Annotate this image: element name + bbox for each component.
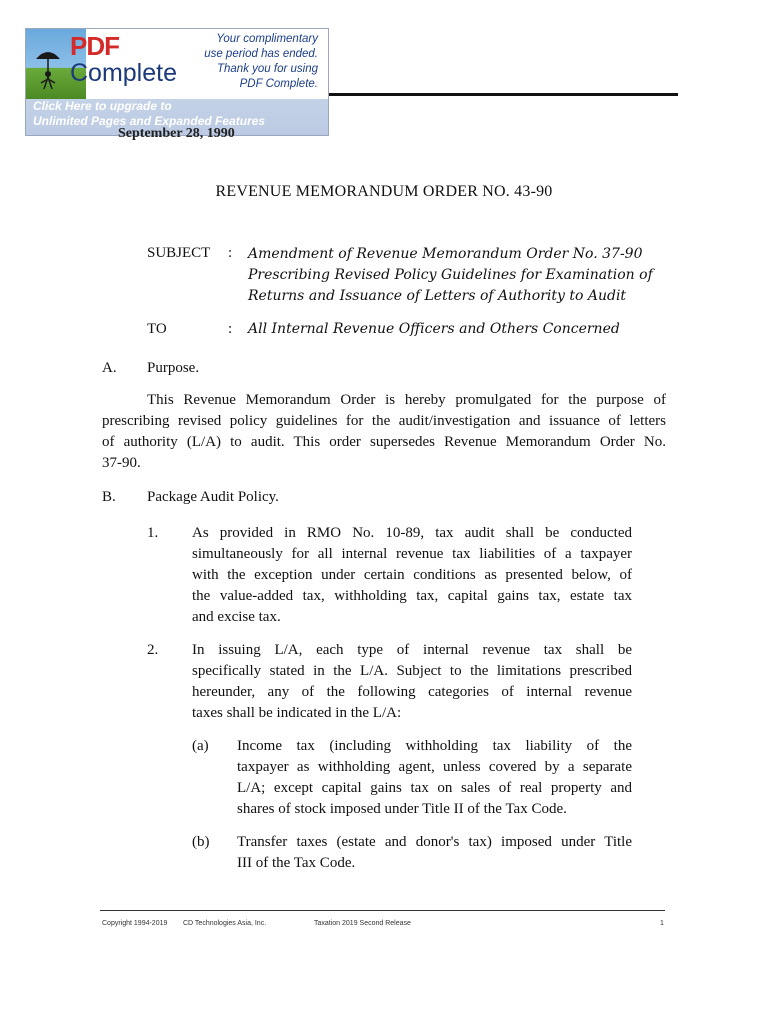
subject-line: Amendment of Revenue Memorandum Order No. 37-90 — [248, 246, 643, 262]
footer-company: CD Technologies Asia, Inc. — [183, 920, 267, 927]
subject-line: Prescribing Revised Policy Guidelines for Examination of — [248, 267, 653, 283]
to-line: All Internal Revenue Officers and Others Concerned — [248, 321, 620, 337]
paragraph-line: 37-90. — [102, 455, 141, 471]
item-line: the value-added tax, withholding tax, capital gains tax, estate tax — [192, 588, 632, 604]
item-line: As provided in RMO No. 10-89, tax audit shall be conducted — [192, 525, 632, 541]
banner-message — [204, 32, 318, 92]
item-line: taxes shall be indicated in the L/A: — [192, 705, 402, 721]
item-1-text — [192, 523, 632, 628]
subitem-line: taxpayer as withholding agent, unless covered by a separate — [237, 759, 632, 775]
banner-message-line: Your complimentary — [216, 33, 318, 45]
subitem-a-marker: (a) — [192, 738, 209, 754]
upgrade-link-line[interactable]: Click Here to upgrade to — [33, 99, 172, 113]
subject-label: SUBJECT — [147, 245, 211, 261]
subitem-b-marker: (b) — [192, 834, 210, 850]
subitem-line: Income tax (including withholding tax liability of the — [237, 738, 632, 754]
item-line: with the exception under certain conditions as presented below, of — [192, 567, 632, 583]
subitem-b-text — [237, 832, 632, 874]
to-colon: : — [228, 321, 233, 337]
subitem-line: shares of stock imposed under Title II of the Tax Code. — [237, 801, 567, 817]
item-line: In issuing L/A, each type of internal revenue tax shall be — [192, 642, 632, 658]
subject-value — [248, 244, 653, 307]
banner-message-line: Thank you for using — [216, 63, 318, 75]
purpose-paragraph — [102, 390, 666, 474]
subitem-line: L/A; except capital gains tax on sales of real property and — [237, 780, 632, 796]
to-value — [248, 319, 620, 340]
item-2-marker: 2. — [147, 642, 159, 658]
upgrade-link[interactable] — [33, 99, 265, 129]
subject-colon: : — [228, 245, 233, 261]
date-fragment: September 28, 1990 — [118, 126, 235, 141]
section-b-marker: B. — [102, 489, 116, 505]
subitem-line: Transfer taxes (estate and donor's tax) imposed under Title — [237, 834, 632, 850]
brand-complete-text: Complete — [70, 59, 177, 87]
item-line: simultaneously for all internal revenue tax liabilities of a taxpayer — [192, 546, 632, 562]
footer-page-number: 1 — [660, 920, 664, 927]
item-line: specifically stated in the L/A. Subject to the limitations prescribed — [192, 663, 632, 679]
paragraph-line: prescribing revised policy guidelines for the audit/investigation and issuance of letters — [102, 413, 666, 429]
paragraph-line: This Revenue Memorandum Order is hereby promulgated for the purpose of — [147, 392, 666, 408]
subitem-line: III of the Tax Code. — [237, 855, 356, 871]
banner-message-line: PDF Complete. — [239, 78, 318, 90]
item-2-text — [192, 640, 632, 724]
pdf-complete-logo — [70, 33, 177, 87]
document-title: REVENUE MEMORANDUM ORDER NO. 43-90 — [215, 183, 553, 200]
footer-release: Taxation 2019 Second Release — [314, 920, 411, 927]
subject-line: Returns and Issuance of Letters of Authority to Audit — [248, 288, 627, 304]
item-line: hereunder, any of the following categories of internal revenue — [192, 684, 632, 700]
banner-message-line: use period has ended. — [204, 48, 318, 60]
item-line: and excise tax. — [192, 609, 281, 625]
section-a-heading: Purpose. — [147, 360, 200, 376]
section-a-marker: A. — [102, 360, 117, 376]
brand-pdf-text: PDF — [70, 31, 119, 61]
header-rule — [329, 93, 678, 96]
upgrade-link-line[interactable]: Unlimited Pages and Expanded Features — [33, 114, 266, 128]
item-1-marker: 1. — [147, 525, 159, 541]
footer-copyright: Copyright 1994-2019 — [102, 920, 168, 927]
paragraph-line: of authority (L/A) to audit. This order supersedes Revenue Memorandum Order No. — [102, 434, 666, 450]
section-b-heading: Package Audit Policy. — [147, 489, 279, 505]
footer-rule — [100, 910, 665, 911]
to-label: TO — [147, 321, 167, 337]
pdf-complete-banner[interactable] — [25, 28, 329, 136]
subitem-a-text — [237, 736, 632, 820]
